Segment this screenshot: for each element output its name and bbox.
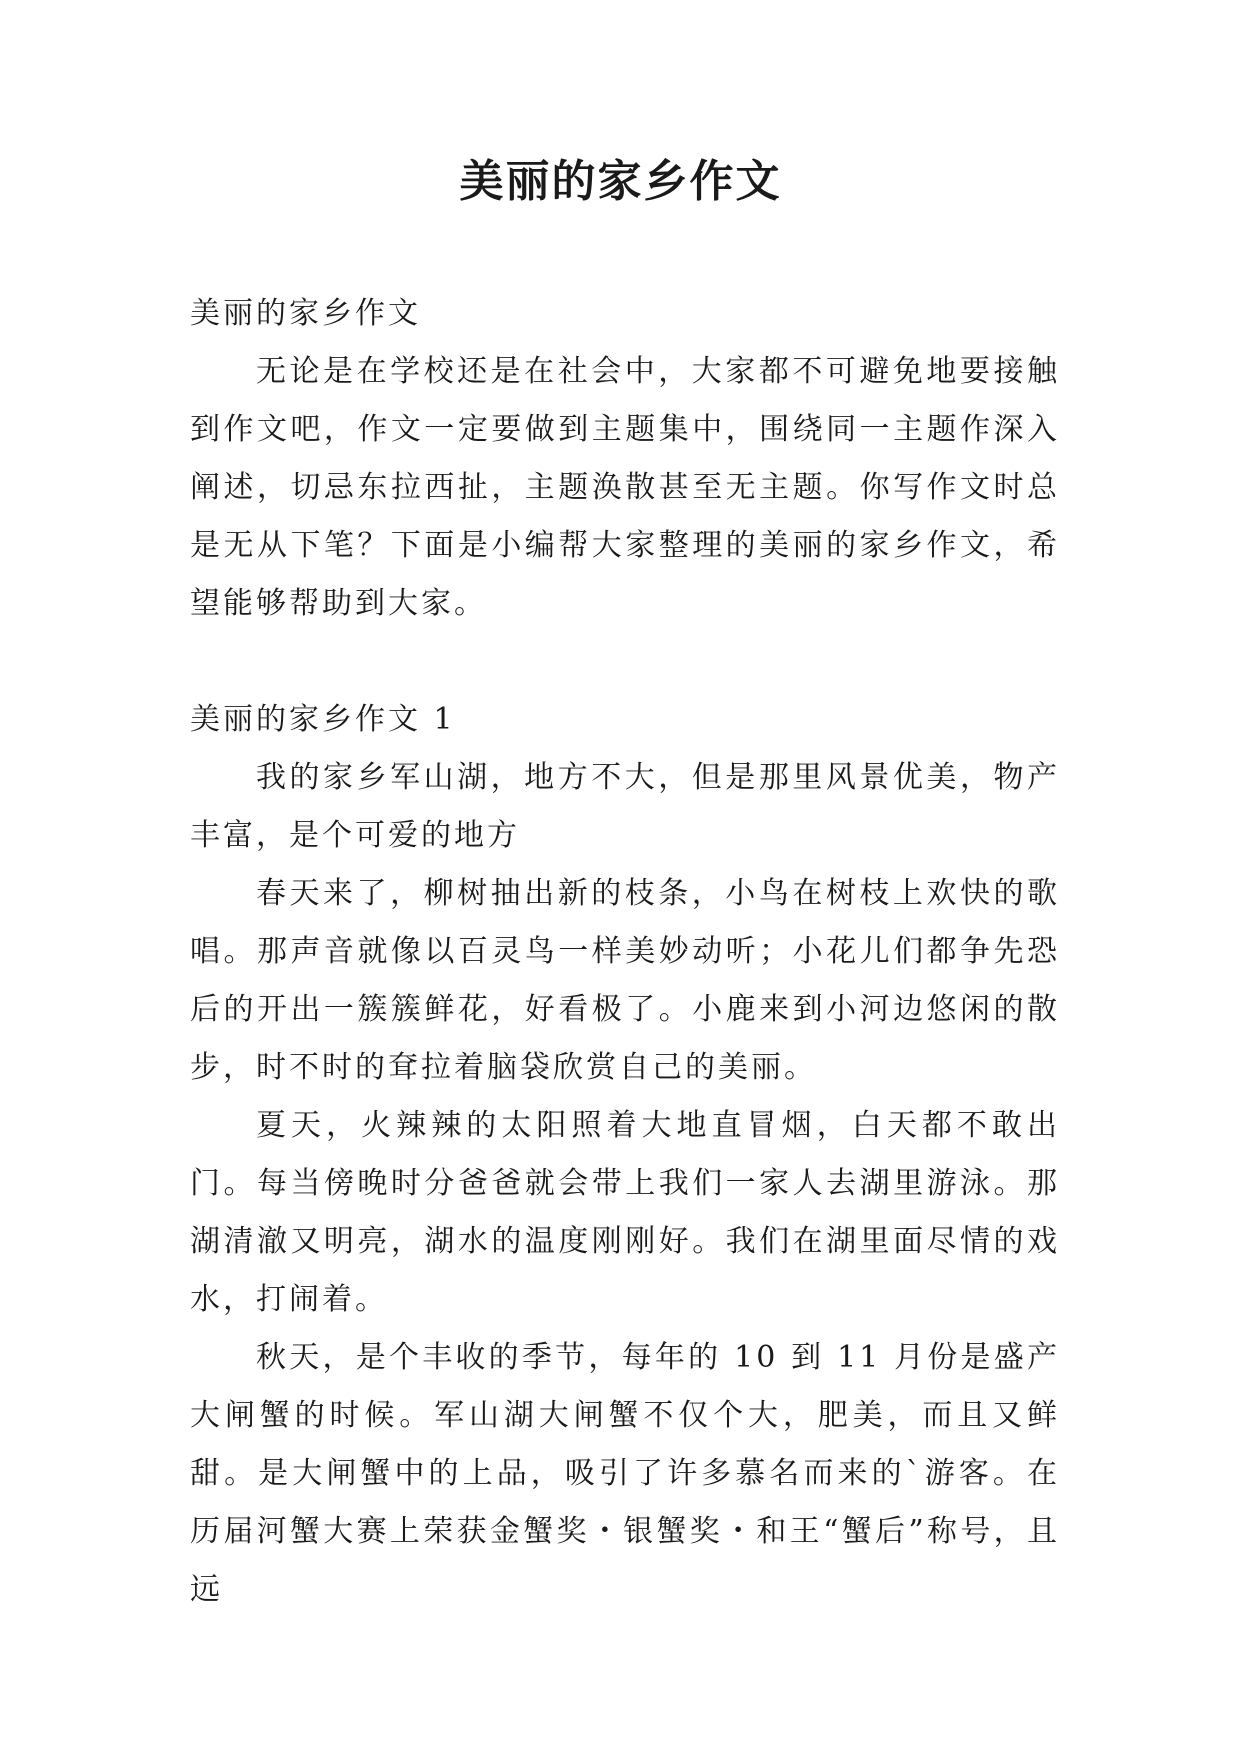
- document-body: [190, 285, 1060, 1619]
- essay-paragraph: 我的家乡军山湖，地方不大，但是那里风景优美，物产丰富，是个可爱的地方: [190, 760, 1060, 853]
- essay-1-heading: 美丽的家乡作文 1: [190, 702, 456, 737]
- essay-paragraph: 秋天，是个丰收的季节，每年的 10 到 11 月份是盛产大闸蟹的时候。军山湖大闸蟹不仅个大，肥美，而且又鲜甜。是大闸蟹中的上品，吸引了许多慕名而来的`游客。在历届河蟹大赛上荣获金蟹奖・银蟹奖・和王“蟹后”称号，且远: [190, 1340, 1060, 1607]
- document-title: 美丽的家乡作文: [459, 156, 782, 207]
- essay-paragraph: 夏天，火辣辣的太阳照着大地直冒烟，白天都不敢出门。每当傍晚时分爸爸就会带上我们一家人去湖里游泳。那湖清澈又明亮，湖水的温度刚刚好。我们在湖里面尽情的戏水，打闹着。: [190, 1108, 1060, 1317]
- intro-heading: 美丽的家乡作文: [190, 296, 421, 331]
- intro-paragraph: 无论是在学校还是在社会中，大家都不可避免地要接触到作文吧，作文一定要做到主题集中，围绕同一主题作深入阐述，切忌东拉西扯，主题涣散甚至无主题。你写作文时总是无从下笔？下面是小编帮大家整理的美丽的家乡作文，希望能够帮助到大家。: [190, 354, 1060, 621]
- essay-paragraph: 春天来了，柳树抽出新的枝条，小鸟在树枝上欢快的歌唱。那声音就像以百灵鸟一样美妙动听；小花儿们都争先恐后的开出一簇簇鲜花，好看极了。小鹿来到小河边悠闲的散步，时不时的耷拉着脑袋欣赏自己的美丽。: [190, 876, 1060, 1085]
- section-spacer: [190, 633, 1060, 691]
